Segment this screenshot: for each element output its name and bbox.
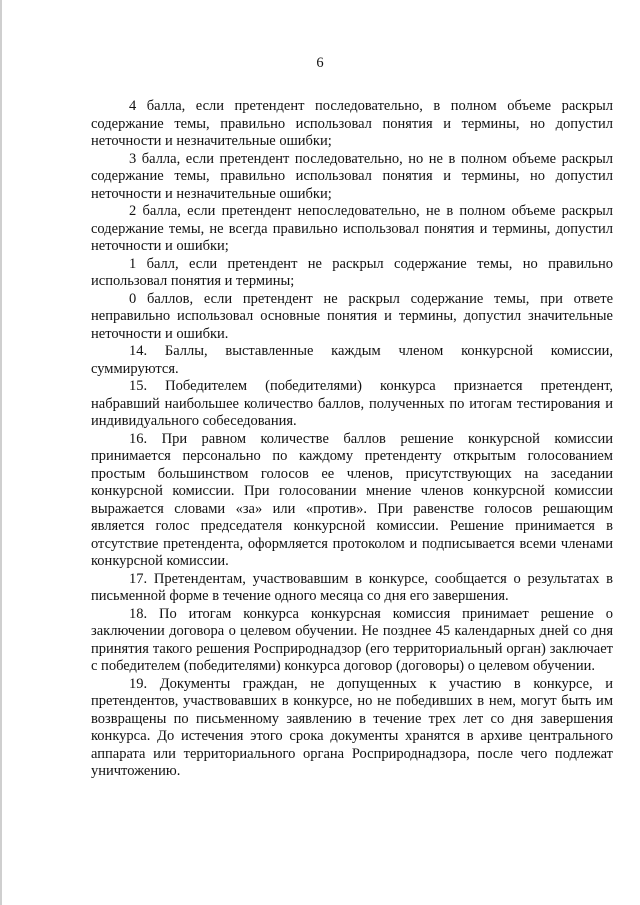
paragraph-score-3: 3 балла, если претендент последовательно, но не в полном объеме раскрыл содержание темы, правильно использовал понятия и термины, но допустил неточности и незначительные ошибки; [91,150,613,202]
paragraph-item-18: 18. По итогам конкурса конкурсная комиссия принимает решение о заключении договора о целевом обучении. Не позднее 45 календарных дней со дня принятия такого решения Росприроднадзор (его территориальный орган) заключает с победителем (победителями) конкурса договор (договоры) о целевом обучении. [91,605,613,674]
page-number: 6 [316,55,324,71]
paragraph-score-2: 2 балла, если претендент непоследовательно, не в полном объеме раскрыл содержание темы, не всегда правильно использовал понятия и термины, допустил неточности и ошибки; [91,203,613,254]
scan-edge-line [0,0,2,905]
paragraph-item-14: 14. Баллы, выставленные каждым членом конкурсной комиссии, суммируются. [91,343,613,377]
paragraph-item-19: 19. Документы граждан, не допущенных к участию в конкурсе, и претендентов, участвовавших в конкурсе, но не победивших в нем, могут быть им возвращены по письменному заявлению в течение трех лет со дня завершения конкурса. До истечения этого срока документы хранятся в архиве центрального аппарата или территориального органа Росприроднадзора, после чего подлежат уничтожению. [91,675,613,779]
paragraph-item-17: 17. Претендентам, участвовавшим в конкурсе, сообщается о результатах в письменной форме в течение одного месяца со дня его завершения. [91,570,613,604]
paragraph-score-1: 1 балл, если претендент не раскрыл содержание темы, но правильно использовал понятия и термины; [91,255,613,289]
paragraph-score-0: 0 баллов, если претендент не раскрыл содержание темы, при ответе неправильно использовал основные понятия и термины, допустил значительные неточности и ошибки. [91,290,613,342]
paragraph-item-15: 15. Победителем (победителями) конкурса признается претендент, набравший наибольшее количество баллов, полученных по итогам тестирования и индивидуального собеседования. [91,378,613,429]
document-body [91,98,613,781]
paragraph-item-16: 16. При равном количестве баллов решение конкурсной комиссии принимается персонально по каждому претенденту открытым голосованием простым большинством голосов ее членов, присутствующих на заседании конкурсной комиссии. При голосовании мнение членов конкурсной комиссии выражается словами «за» или «против». При равенстве голосов решающим является голос председателя конкурсной комиссии. Решение принимается в отсутствие претендента, оформляется протоколом и подписывается всеми членами конкурсной комиссии. [91,430,613,569]
paragraph-score-4: 4 балла, если претендент последовательно, в полном объеме раскрыл содержание темы, правильно использовал понятия и термины, но допустил неточности и незначительные ошибки; [91,98,613,149]
